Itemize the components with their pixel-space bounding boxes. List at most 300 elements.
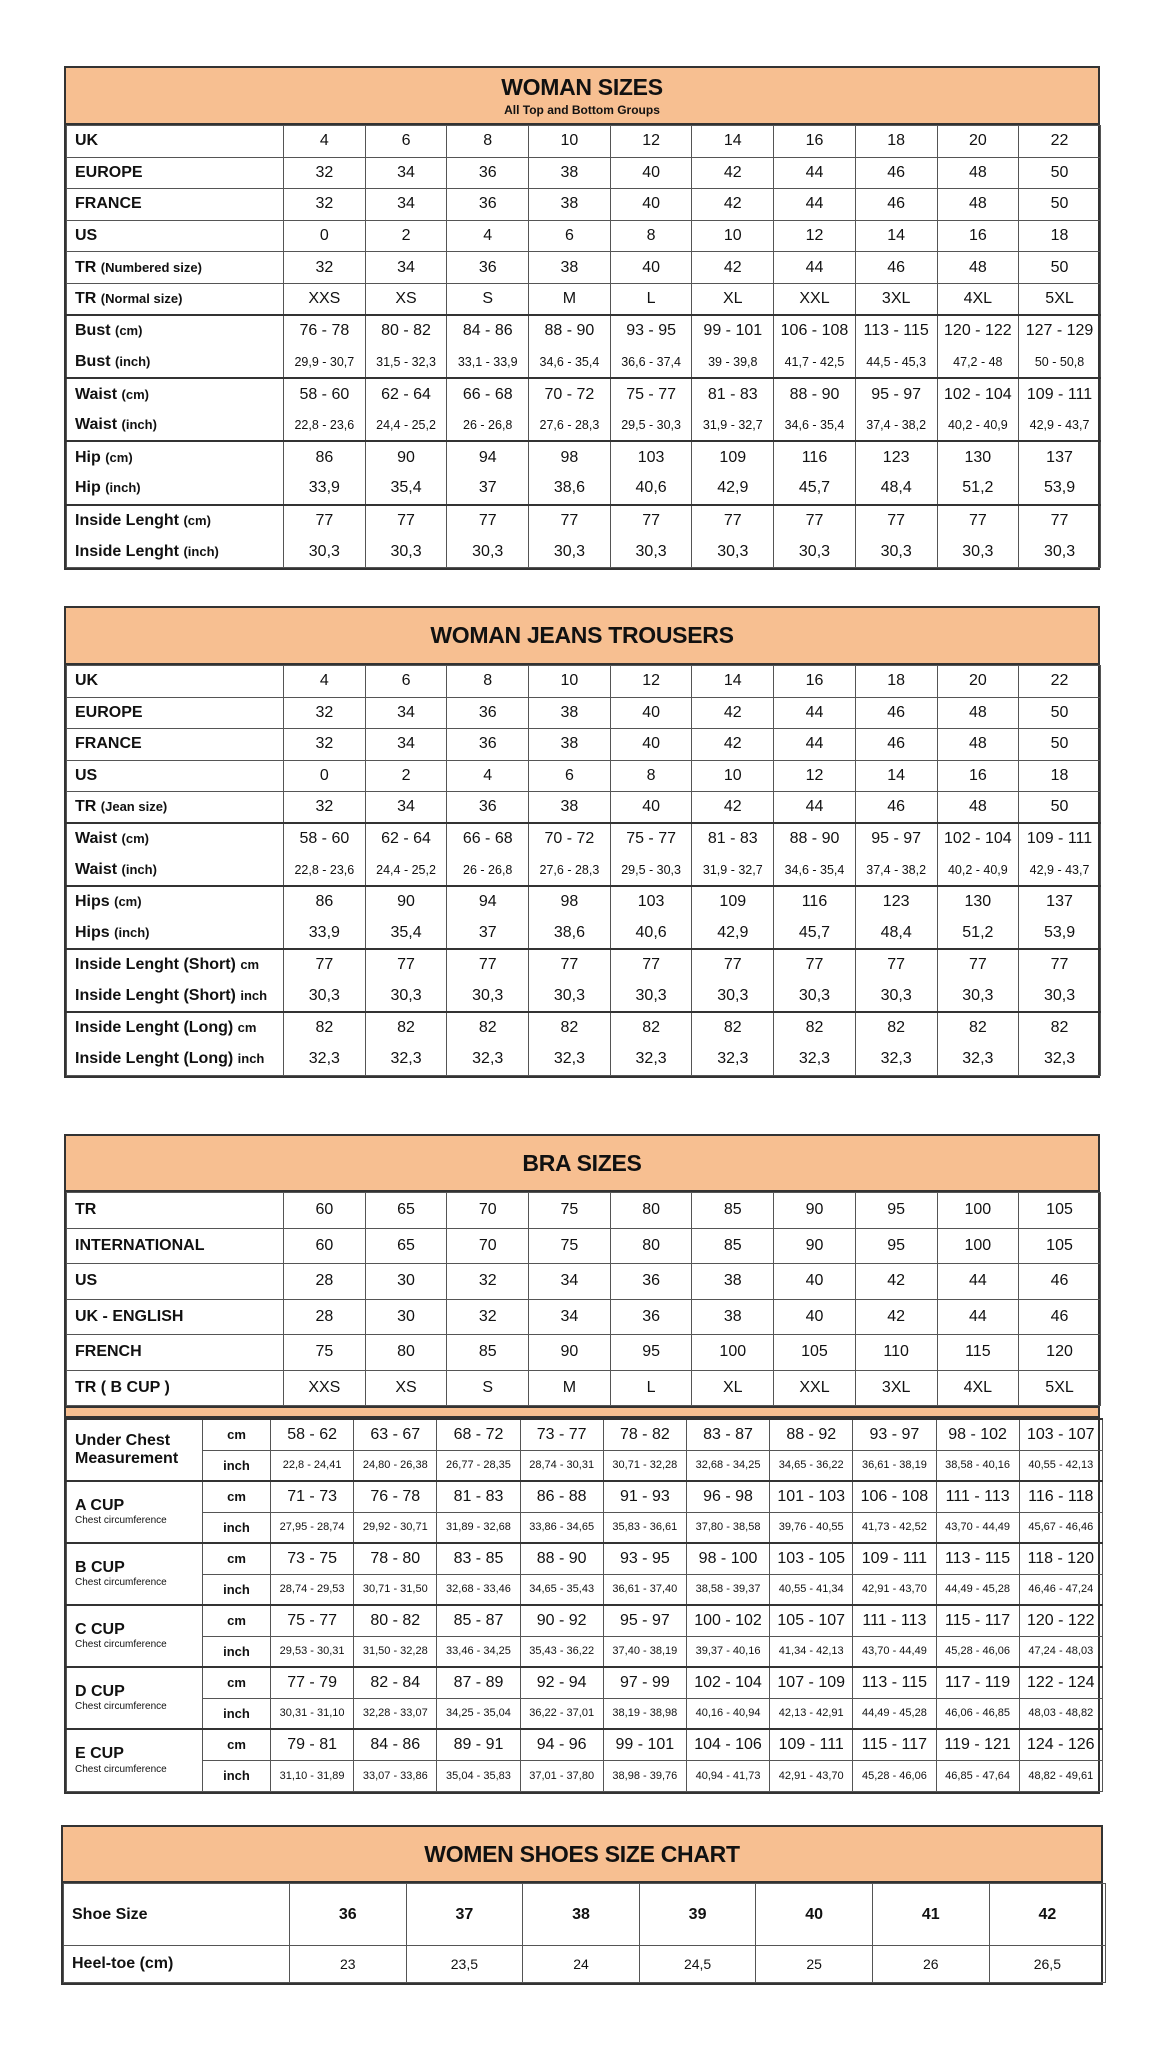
cup-name: E CUP xyxy=(75,1745,124,1763)
size-cell: 34 xyxy=(365,792,447,824)
size-cell: 42 xyxy=(989,1884,1106,1946)
size-cell: 123 xyxy=(855,886,937,918)
size-cell: 38,58 - 40,16 xyxy=(936,1450,1019,1481)
size-cell: 120 xyxy=(1019,1335,1101,1371)
row-label xyxy=(67,410,284,442)
size-cell: 95 xyxy=(610,1335,692,1371)
size-cell: 30,71 - 32,28 xyxy=(603,1450,686,1481)
row-label-name: Bust xyxy=(75,322,115,340)
size-cell: 43,70 - 44,49 xyxy=(853,1636,936,1667)
row-label xyxy=(67,666,284,698)
size-cell: 38 xyxy=(529,729,611,761)
table-row xyxy=(67,441,1101,473)
size-cell: 82 xyxy=(529,1012,611,1044)
size-cell: 12 xyxy=(610,666,692,698)
woman-jeans-table xyxy=(64,606,1100,1078)
size-cell: 130 xyxy=(937,441,1019,473)
size-cell: 32,3 xyxy=(937,1044,1019,1076)
table-row xyxy=(67,473,1101,505)
size-cell: 26 xyxy=(872,1946,989,1983)
size-cell: 77 xyxy=(284,505,366,537)
size-cell: 48,03 - 48,82 xyxy=(1019,1698,1102,1729)
size-cell: 10 xyxy=(692,760,774,792)
size-cell: 42 xyxy=(692,252,774,284)
size-cell: 96 - 98 xyxy=(686,1481,769,1512)
row-label-unit: (Numbered size) xyxy=(100,259,202,275)
size-cell: 0 xyxy=(284,220,366,252)
size-cell: 47,24 - 48,03 xyxy=(1019,1636,1102,1667)
size-cell: 2 xyxy=(365,760,447,792)
row-label-name: Inside Lenght (Long) xyxy=(75,1019,238,1037)
size-cell: 82 xyxy=(284,1012,366,1044)
size-cell: 89 - 91 xyxy=(437,1729,520,1760)
cup-name: C CUP xyxy=(75,1621,125,1639)
size-cell: 38 xyxy=(692,1264,774,1300)
size-cell: 93 - 97 xyxy=(853,1419,936,1450)
unit-cell: inch xyxy=(203,1450,271,1481)
size-cell: 27,6 - 28,3 xyxy=(529,855,611,887)
size-cell: 98 - 102 xyxy=(936,1419,1019,1450)
table-row xyxy=(64,1884,1106,1946)
row-label-unit: (inch) xyxy=(121,417,157,433)
table-row xyxy=(67,536,1101,568)
row-label-unit: cm xyxy=(237,1020,257,1036)
size-cell: 40 xyxy=(756,1884,873,1946)
size-cell: 65 xyxy=(365,1193,447,1229)
size-cell: 62 - 64 xyxy=(365,378,447,410)
row-label xyxy=(67,1044,284,1076)
size-cell: 70 xyxy=(447,1228,529,1264)
size-cell: 30,31 - 31,10 xyxy=(271,1698,354,1729)
row-label xyxy=(67,536,284,568)
size-cell: 38 xyxy=(529,697,611,729)
size-cell: 82 xyxy=(365,1012,447,1044)
bra-sizes-header xyxy=(66,1136,1098,1192)
woman-jeans-header xyxy=(66,608,1098,665)
row-label xyxy=(67,949,284,981)
size-cell: 38,6 xyxy=(529,918,611,950)
size-cell: 38 xyxy=(529,157,611,189)
size-cell: 95 xyxy=(855,1193,937,1229)
size-cell: 123 xyxy=(855,441,937,473)
size-cell: 107 - 109 xyxy=(770,1667,853,1698)
size-cell: 33,46 - 34,25 xyxy=(437,1636,520,1667)
size-cell: 50 xyxy=(1019,792,1101,824)
size-cell: 76 - 78 xyxy=(284,315,366,347)
size-cell: 36,6 - 37,4 xyxy=(610,347,692,379)
size-cell: 111 - 113 xyxy=(853,1605,936,1636)
row-label: US xyxy=(67,1264,284,1300)
size-cell: 32,3 xyxy=(774,1044,856,1076)
size-cell: 38,58 - 39,37 xyxy=(686,1574,769,1605)
size-cell: 42 xyxy=(855,1264,937,1300)
size-cell: 116 xyxy=(774,441,856,473)
size-cell: 100 xyxy=(937,1193,1019,1229)
size-cell: 40 xyxy=(774,1299,856,1335)
size-cell: 32,68 - 33,46 xyxy=(437,1574,520,1605)
size-cell: 109 - 111 xyxy=(1019,823,1101,855)
size-cell: 78 - 82 xyxy=(603,1419,686,1450)
row-label-name: FRANCE xyxy=(75,195,142,213)
row-label xyxy=(67,126,284,158)
size-cell: 23 xyxy=(290,1946,407,1983)
row-label-unit: (cm) xyxy=(121,386,149,402)
row-label xyxy=(67,473,284,505)
row-label xyxy=(67,347,284,379)
row-label-name: Inside Lenght (Short) xyxy=(75,986,241,1004)
size-cell: 33,07 - 33,86 xyxy=(354,1760,437,1791)
size-cell: 82 - 84 xyxy=(354,1667,437,1698)
size-cell: 35,83 - 36,61 xyxy=(603,1512,686,1543)
size-cell: 34 xyxy=(365,157,447,189)
size-cell: 53,9 xyxy=(1019,918,1101,950)
row-label: UK - ENGLISH xyxy=(67,1299,284,1335)
size-cell: 34 xyxy=(365,729,447,761)
size-cell: 30,3 xyxy=(937,981,1019,1013)
size-cell: 84 - 86 xyxy=(354,1729,437,1760)
size-cell: 102 - 104 xyxy=(937,378,1019,410)
size-cell: 31,9 - 32,7 xyxy=(692,410,774,442)
unit-cell: cm xyxy=(203,1667,271,1698)
size-cell: 44 xyxy=(774,189,856,221)
size-cell: 109 - 111 xyxy=(770,1729,853,1760)
size-cell: 32 xyxy=(284,189,366,221)
size-cell: 40,6 xyxy=(610,918,692,950)
size-cell: 85 - 87 xyxy=(437,1605,520,1636)
woman-sizes-table xyxy=(64,66,1100,570)
row-label-unit: (Normal size) xyxy=(100,291,183,307)
size-cell: 36 xyxy=(447,157,529,189)
size-cell: 78 - 80 xyxy=(354,1543,437,1574)
table-row xyxy=(67,378,1101,410)
size-cell: 77 xyxy=(365,505,447,537)
row-label-name: EUROPE xyxy=(75,163,143,181)
size-cell: 37,01 - 37,80 xyxy=(520,1760,603,1791)
size-cell: 24 xyxy=(523,1946,640,1983)
woman-sizes-header xyxy=(66,68,1098,125)
size-cell: 103 xyxy=(610,886,692,918)
size-cell: 30,3 xyxy=(529,981,611,1013)
cup-label xyxy=(67,1543,203,1605)
size-cell: 62 - 64 xyxy=(365,823,447,855)
woman-sizes-title: WOMAN SIZES xyxy=(501,74,663,100)
size-cell: 37,80 - 38,58 xyxy=(686,1512,769,1543)
size-cell: 30,3 xyxy=(447,536,529,568)
size-cell: 77 xyxy=(1019,949,1101,981)
row-label-name: EUROPE xyxy=(75,703,143,721)
size-cell: 77 xyxy=(447,949,529,981)
row-label xyxy=(67,505,284,537)
table-row xyxy=(67,792,1101,824)
unit-cell: inch xyxy=(203,1698,271,1729)
size-cell: 36 xyxy=(610,1299,692,1335)
size-cell: 39,76 - 40,55 xyxy=(770,1512,853,1543)
size-cell: 30,3 xyxy=(284,536,366,568)
size-cell: 18 xyxy=(855,126,937,158)
row-label-name: UK xyxy=(75,672,99,690)
size-cell: 4XL xyxy=(937,283,1019,315)
bra-divider-strip xyxy=(66,1406,1098,1418)
size-cell: 4 xyxy=(284,126,366,158)
size-cell: 77 xyxy=(1019,505,1101,537)
size-cell: 24,4 - 25,2 xyxy=(365,855,447,887)
size-cell: 50 xyxy=(1019,729,1101,761)
size-cell: 77 xyxy=(692,505,774,537)
size-cell: 82 xyxy=(937,1012,1019,1044)
size-cell: 27,95 - 28,74 xyxy=(271,1512,354,1543)
size-cell: 12 xyxy=(774,760,856,792)
size-cell: 26,5 xyxy=(989,1946,1106,1983)
size-cell: 75 xyxy=(284,1335,366,1371)
size-cell: 50 xyxy=(1019,157,1101,189)
size-cell: 44 xyxy=(774,729,856,761)
size-cell: 75 - 77 xyxy=(610,823,692,855)
size-cell: 31,5 - 32,3 xyxy=(365,347,447,379)
size-cell: 45,7 xyxy=(774,473,856,505)
size-cell: L xyxy=(610,283,692,315)
size-cell: 32,3 xyxy=(365,1044,447,1076)
size-cell: 117 - 119 xyxy=(936,1667,1019,1698)
size-cell: 94 - 96 xyxy=(520,1729,603,1760)
size-cell: 30,3 xyxy=(365,536,447,568)
row-label-unit: (Jean size) xyxy=(100,799,168,814)
size-cell: 95 - 97 xyxy=(603,1605,686,1636)
cup-sub: Chest circumference xyxy=(75,1577,167,1589)
size-cell: 30,3 xyxy=(1019,536,1101,568)
size-cell: 105 - 107 xyxy=(770,1605,853,1636)
size-cell: 42,9 - 43,7 xyxy=(1019,410,1101,442)
size-cell: 28 xyxy=(284,1299,366,1335)
size-cell: XL xyxy=(692,1370,774,1406)
size-cell: 48,82 - 49,61 xyxy=(1019,1760,1102,1791)
size-cell: 113 - 115 xyxy=(936,1543,1019,1574)
size-cell: 42 xyxy=(692,189,774,221)
size-cell: 34,65 - 35,43 xyxy=(520,1574,603,1605)
table-row xyxy=(67,1264,1101,1300)
size-cell: 39,37 - 40,16 xyxy=(686,1636,769,1667)
size-cell: 29,53 - 30,31 xyxy=(271,1636,354,1667)
size-cell: 91 - 93 xyxy=(603,1481,686,1512)
size-cell: 42,9 xyxy=(692,473,774,505)
size-cell: 32,3 xyxy=(610,1044,692,1076)
size-cell: 38 xyxy=(523,1884,640,1946)
size-cell: 37,4 - 38,2 xyxy=(855,855,937,887)
table-row xyxy=(67,886,1101,918)
table-row xyxy=(67,666,1101,698)
size-cell: 33,9 xyxy=(284,473,366,505)
table-row xyxy=(67,126,1101,158)
size-cell: 73 - 75 xyxy=(271,1543,354,1574)
size-cell: 77 xyxy=(610,949,692,981)
row-label xyxy=(67,1012,284,1044)
size-cell: 36,61 - 38,19 xyxy=(853,1450,936,1481)
size-cell: 99 - 101 xyxy=(603,1729,686,1760)
row-label xyxy=(67,283,284,315)
size-cell: 48 xyxy=(937,252,1019,284)
size-cell: 77 xyxy=(855,949,937,981)
size-cell: 5XL xyxy=(1019,1370,1101,1406)
size-cell: XXL xyxy=(774,283,856,315)
row-label-name: Waist xyxy=(75,830,122,848)
size-cell: 98 xyxy=(529,886,611,918)
unit-cell: cm xyxy=(203,1419,271,1450)
size-cell: 86 xyxy=(284,441,366,473)
row-label-unit: inch xyxy=(237,1051,265,1066)
size-cell: 26 - 26,8 xyxy=(447,855,529,887)
size-cell: 81 - 83 xyxy=(692,378,774,410)
size-cell: 120 - 122 xyxy=(937,315,1019,347)
size-cell: 60 xyxy=(284,1228,366,1264)
size-cell: 115 xyxy=(937,1335,1019,1371)
size-cell: 30,3 xyxy=(855,536,937,568)
table-row xyxy=(64,1946,1106,1983)
size-cell: 45,28 - 46,06 xyxy=(936,1636,1019,1667)
row-label-name: Hips xyxy=(75,923,115,941)
size-cell: 42,13 - 42,91 xyxy=(770,1698,853,1729)
row-label xyxy=(67,697,284,729)
size-cell: 46 xyxy=(855,189,937,221)
size-cell: 40,2 - 40,9 xyxy=(937,410,1019,442)
row-label-name: Hip xyxy=(75,448,106,466)
row-label-unit: (inch) xyxy=(105,480,141,496)
cup-row-cm xyxy=(67,1729,1103,1760)
size-cell: 4XL xyxy=(937,1370,1019,1406)
size-cell: 6 xyxy=(365,126,447,158)
size-cell: 32 xyxy=(284,792,366,824)
table-row xyxy=(67,1193,1101,1229)
cup-sub: Chest circumference xyxy=(75,1701,167,1713)
unit-cell: cm xyxy=(203,1605,271,1636)
size-cell: 40 xyxy=(610,157,692,189)
row-label: TR xyxy=(67,1193,284,1229)
size-cell: 109 - 111 xyxy=(853,1543,936,1574)
unit-cell: inch xyxy=(203,1574,271,1605)
size-cell: 32 xyxy=(447,1264,529,1300)
row-label xyxy=(67,760,284,792)
table-row xyxy=(67,1299,1101,1335)
cup-label xyxy=(67,1729,203,1791)
size-cell: 85 xyxy=(692,1193,774,1229)
size-cell: 46 xyxy=(1019,1264,1101,1300)
size-cell: 50 xyxy=(1019,189,1101,221)
size-cell: 102 - 104 xyxy=(686,1667,769,1698)
size-cell: 0 xyxy=(284,760,366,792)
size-cell: 42 xyxy=(692,729,774,761)
unit-cell: inch xyxy=(203,1760,271,1791)
size-cell: 115 - 117 xyxy=(936,1605,1019,1636)
size-cell: 75 xyxy=(529,1193,611,1229)
table-row xyxy=(67,252,1101,284)
size-cell: 42,9 xyxy=(692,918,774,950)
size-cell: 30,3 xyxy=(610,536,692,568)
size-cell: 46 xyxy=(855,697,937,729)
table-row xyxy=(67,855,1101,887)
woman-sizes-subtitle: All Top and Bottom Groups xyxy=(504,103,660,117)
size-cell: 83 - 85 xyxy=(437,1543,520,1574)
size-cell: 22 xyxy=(1019,666,1101,698)
size-cell: 63 - 67 xyxy=(354,1419,437,1450)
size-cell: 88 - 90 xyxy=(774,378,856,410)
size-cell: 37,40 - 38,19 xyxy=(603,1636,686,1667)
size-cell: 43,70 - 44,49 xyxy=(936,1512,1019,1543)
size-cell: 25 xyxy=(756,1946,873,1983)
size-cell: 88 - 92 xyxy=(770,1419,853,1450)
size-cell: 18 xyxy=(855,666,937,698)
row-label: Shoe Size xyxy=(64,1884,290,1946)
size-cell: 100 xyxy=(937,1228,1019,1264)
size-cell: 4 xyxy=(447,760,529,792)
size-cell: 30 xyxy=(365,1264,447,1300)
unit-cell: cm xyxy=(203,1481,271,1512)
size-cell: 16 xyxy=(774,126,856,158)
row-label-unit: (cm) xyxy=(183,512,211,528)
size-cell: 8 xyxy=(610,220,692,252)
size-cell: 88 - 90 xyxy=(529,315,611,347)
row-label-name: US xyxy=(75,227,98,245)
cup-label xyxy=(67,1481,203,1543)
size-cell: 40 xyxy=(610,792,692,824)
size-cell: 36 xyxy=(610,1264,692,1300)
row-label: Heel-toe (cm) xyxy=(64,1946,290,1983)
size-cell: 26 - 26,8 xyxy=(447,410,529,442)
size-cell: 77 xyxy=(529,949,611,981)
row-label xyxy=(67,886,284,918)
size-cell: 90 xyxy=(365,441,447,473)
size-cell: 34 xyxy=(529,1264,611,1300)
table-row xyxy=(67,157,1101,189)
size-cell: 32 xyxy=(284,729,366,761)
cup-sub: Chest circumference xyxy=(75,1639,167,1651)
size-cell: 36 xyxy=(447,792,529,824)
size-cell: 2 xyxy=(365,220,447,252)
size-cell: 82 xyxy=(855,1012,937,1044)
size-cell: 80 - 82 xyxy=(365,315,447,347)
size-cell: 28,74 - 29,53 xyxy=(271,1574,354,1605)
table-row xyxy=(67,1370,1101,1406)
size-cell: 8 xyxy=(447,666,529,698)
size-cell: 70 - 72 xyxy=(529,823,611,855)
size-cell: 14 xyxy=(855,220,937,252)
size-cell: 44 xyxy=(937,1264,1019,1300)
size-cell: 30 xyxy=(365,1299,447,1335)
size-cell: 3XL xyxy=(855,283,937,315)
size-cell: 33,86 - 34,65 xyxy=(520,1512,603,1543)
size-cell: 41,7 - 42,5 xyxy=(774,347,856,379)
size-cell: 38,98 - 39,76 xyxy=(603,1760,686,1791)
size-cell: 77 xyxy=(774,505,856,537)
row-label xyxy=(67,157,284,189)
size-cell: 44 xyxy=(937,1299,1019,1335)
size-cell: 48 xyxy=(937,729,1019,761)
size-cell: 31,10 - 31,89 xyxy=(271,1760,354,1791)
size-cell: 27,6 - 28,3 xyxy=(529,410,611,442)
size-cell: 124 - 126 xyxy=(1019,1729,1102,1760)
size-cell: 30,3 xyxy=(1019,981,1101,1013)
size-cell: 75 - 77 xyxy=(610,378,692,410)
row-label: INTERNATIONAL xyxy=(67,1228,284,1264)
cup-row-inch xyxy=(67,1760,1103,1791)
size-cell: 14 xyxy=(855,760,937,792)
size-cell: 48,4 xyxy=(855,918,937,950)
size-cell: 35,04 - 35,83 xyxy=(437,1760,520,1791)
cup-row-cm xyxy=(67,1419,1103,1450)
size-cell: 38,6 xyxy=(529,473,611,505)
row-label-name: TR xyxy=(75,258,101,276)
size-cell: 101 - 103 xyxy=(770,1481,853,1512)
size-cell: 23,5 xyxy=(406,1946,523,1983)
size-cell: 10 xyxy=(692,220,774,252)
size-cell: 53,9 xyxy=(1019,473,1101,505)
